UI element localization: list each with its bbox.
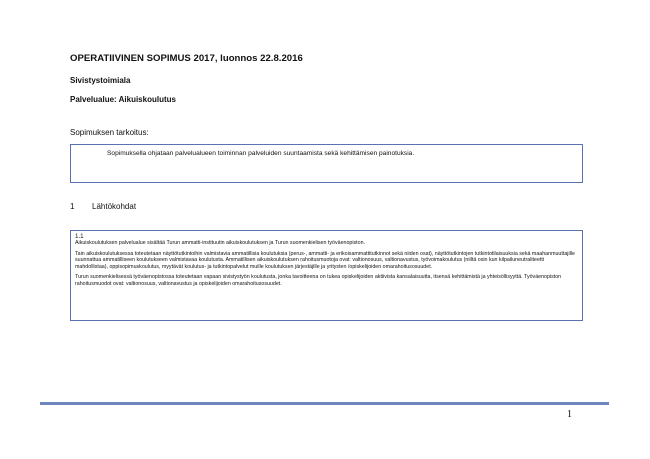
purpose-label: Sopimuksen tarkoitus: <box>70 128 149 137</box>
subsection-paragraph: Tain aikuiskoulutuksessa toteutetaan näyttötutkintoihin valmistavia ammatillisia koulutuksia (perus-, ammatti- ja erikoisammattitutkinnot sekä niiden osat), näyttötutkintojen tutkintotilaisuuksia sekä maahanmuuttajille suunnattua ammatilliseen koulutukseen valmistavaa koulutusta. Ammatillisen aikuiskoulutuksen rahoitusmuotoja ovat: valtionosuus, valtionavustus, työvoimakoulutus (niiltä osin kun kilpailuneutraliteetti mahdollistaa), oppisopimuskoulutus, myytävät koulutus- ja tutkintopalvelut muille koulutuksen järjestäjille ja yritysten /opiskelijoiden omarahoitusosuudet. <box>75 250 575 270</box>
document-title: OPERATIIVINEN SOPIMUS 2017, luonnos 22.8.2016 <box>70 53 303 64</box>
page-number: 1 <box>567 409 572 420</box>
subsection-paragraph: Turun suomenkielisessä työväenopistossa toteutetaan vapaan sivistystyön koulutusta, jonka tavoitteena on tukea opiskelijoiden aktiivista kansalaisuutta, itsensä kehittämistä ja yhteisöllisyyttä. Työväenopiston rahoitusmuodot ovat: valtionosuus, valtionavustus ja opiskelijoiden omarahoitusosuudet. <box>75 274 562 287</box>
service-area-heading: Palvelualue: Aikuiskoulutus <box>70 95 176 104</box>
unit-heading: Sivistystoimiala <box>70 76 131 85</box>
subsection-paragraph: Aikuiskoulutuksen palvelualue sisältää Turun ammatti-instituutin aikuiskoulutuksen ja Turun suomenkielisen työväenopiston. <box>75 240 366 246</box>
subsection-box <box>70 230 583 321</box>
section-number: 1 <box>70 202 75 211</box>
section-heading <box>70 202 136 211</box>
purpose-box <box>70 144 583 183</box>
subsection-number: 1.1 <box>75 233 84 240</box>
section-title: Lähtökohdat <box>92 202 137 211</box>
footer-divider <box>40 402 609 405</box>
purpose-text: Sopimuksella ohjataan palvelualueen toiminnan palveluiden suuntaamista sekä kehittämisen painotuksia. <box>107 150 415 157</box>
